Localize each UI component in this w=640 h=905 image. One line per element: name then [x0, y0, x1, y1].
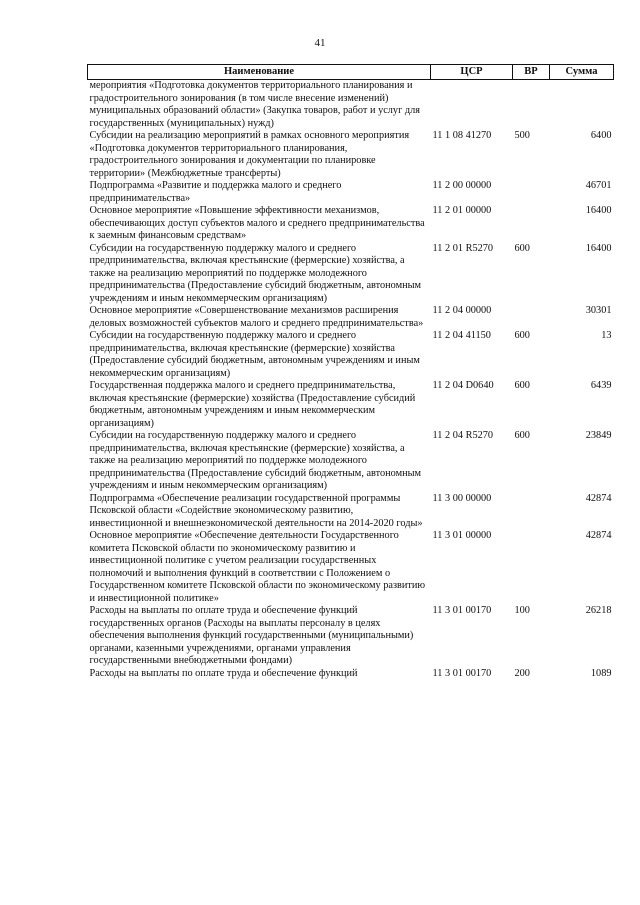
row-sum: 23849	[585, 430, 612, 441]
row-vr: 600	[514, 330, 530, 341]
table-row	[88, 668, 614, 681]
table-row	[88, 605, 614, 668]
row-vr	[513, 305, 550, 330]
row-vr: 600	[514, 380, 530, 391]
row-name: Государственная поддержка малого и среднего предпринимательства, включая крестьянские (фермерские) хозяйства (Предоставление субсидий бюджетным, автономным учреждениям и иным некоммерческим организациям)	[89, 380, 416, 429]
row-csr: 11 2 01 00000	[432, 205, 492, 216]
row-vr	[513, 530, 550, 605]
table-row	[88, 493, 614, 531]
row-name: Расходы на выплаты по оплате труда и обеспечение функций	[89, 667, 358, 679]
row-name: Субсидии на реализацию мероприятий в рамках основного мероприятия «Подготовка документов территориального планирования, градостроительного зонирования и документации по планировке территории» (Межбюджетные трансферты)	[89, 130, 410, 179]
row-name: Расходы на выплаты по оплате труда и обеспечение функций государственных органов (Расходы на выплаты персоналу в целях обеспечения выполнения функций государственными (муниципальными) органами, казенными учреждениями, органами управления государственными внебюджетными фондами)	[89, 605, 414, 666]
table-row	[88, 205, 614, 243]
row-csr: 11 3 00 00000	[432, 492, 492, 504]
row-csr	[431, 80, 513, 131]
row-sum	[550, 80, 614, 131]
row-vr: 600	[514, 430, 530, 441]
row-sum: 30301	[585, 305, 612, 316]
header-vr: ВР	[513, 65, 550, 80]
row-sum: 26218	[585, 605, 612, 616]
row-sum: 42874	[585, 530, 612, 541]
table-row	[88, 130, 614, 180]
row-vr	[513, 493, 550, 531]
row-vr: 600	[514, 242, 530, 254]
row-vr	[513, 205, 550, 243]
header-csr: ЦСР	[431, 65, 513, 80]
row-sum: 16400	[585, 205, 612, 216]
row-name: Основное мероприятие «Обеспечение деятельности Государственного комитета Псковской области по экономическому развитию и инвестиционной политике с учетом реализации государственных полномочий и выполнения функций в соответствии с Положением о Государственном комитете Псковской области по экономическому развитию и инвестиционной политике»	[89, 530, 426, 604]
row-sum: 13	[601, 330, 612, 341]
row-vr	[513, 180, 550, 205]
row-csr: 11 3 01 00000	[432, 530, 492, 541]
row-name: Основное мероприятие «Совершенствование механизмов расширения деловых возможностей субъектов малого и среднего предпринимательства»	[89, 305, 424, 329]
row-name: Основное мероприятие «Повышение эффективности механизмов, обеспечивающих доступ субъектов малого и среднего предпринимательства к заемным финансовым средствам»	[89, 205, 425, 241]
table-header	[88, 65, 614, 80]
table-row	[88, 330, 614, 380]
row-name: Субсидии на государственную поддержку малого и среднего предпринимательства, включая крестьянские (фермерские) хозяйства (Предоставление субсидий бюджетным, автономным учреждениям и иным некоммерческим организациям)	[89, 330, 420, 379]
row-csr: 11 2 04 D0640	[432, 380, 494, 391]
row-csr: 11 2 04 R5270	[432, 430, 494, 441]
table-row	[88, 80, 614, 131]
table-row	[88, 243, 614, 306]
row-csr: 11 2 04 00000	[432, 305, 492, 316]
row-vr	[513, 80, 550, 131]
row-csr: 11 3 01 00170	[432, 667, 492, 679]
row-csr: 11 2 04 41150	[432, 330, 491, 341]
row-sum: 6439	[590, 380, 612, 391]
row-csr: 11 2 00 00000	[432, 180, 492, 191]
table-row	[88, 530, 614, 605]
row-vr: 500	[514, 130, 530, 141]
row-sum: 6400	[590, 130, 612, 141]
row-vr: 100	[514, 605, 530, 616]
table-row	[88, 305, 614, 330]
row-vr: 200	[514, 667, 530, 679]
header-name: Наименование	[88, 65, 431, 80]
row-sum: 46701	[585, 180, 612, 191]
row-name: Подпрограмма «Развитие и поддержка малого и среднего предпринимательства»	[89, 180, 342, 204]
table-row	[88, 380, 614, 430]
header-sum: Сумма	[550, 65, 614, 80]
row-sum: 1089	[590, 667, 612, 679]
row-name: Подпрограмма «Обеспечение реализации государственной программы Псковской области «Содействие экономическому развитию, инвестиционной и внешнеэкономической деятельности на 2014-2020 годы»	[89, 492, 423, 529]
row-name: Субсидии на государственную поддержку малого и среднего предпринимательства, включая крестьянские (фермерские) хозяйства, а также на реализацию мероприятий по поддержке молодежного предпринимательства (Предоставление субсидий бюджетным, автономным учреждениям и иным некоммерческим организациям)	[89, 430, 422, 491]
row-csr: 11 2 01 R5270	[432, 242, 494, 254]
row-csr: 11 1 08 41270	[432, 130, 492, 141]
budget-table	[87, 64, 614, 680]
row-csr: 11 3 01 00170	[432, 605, 492, 616]
row-sum: 16400	[585, 242, 612, 254]
table-row	[88, 430, 614, 493]
page-number: 41	[314, 37, 326, 49]
table-row	[88, 180, 614, 205]
row-name: мероприятия «Подготовка документов территориального планирования и градостроительного зонирования (в том числе внесение изменений) муниципальных образований области» (Закупка товаров, работ и услуг для государственных (муниципальных) нужд)	[89, 80, 420, 129]
row-sum: 42874	[585, 492, 612, 504]
row-name: Субсидии на государственную поддержку малого и среднего предпринимательства, включая крестьянские (фермерские) хозяйства, а также на реализацию мероприятий по поддержке молодежного предпринимательства (Предоставление субсидий бюджетным, автономным учреждениям и иным некоммерческим организациям)	[89, 242, 422, 304]
